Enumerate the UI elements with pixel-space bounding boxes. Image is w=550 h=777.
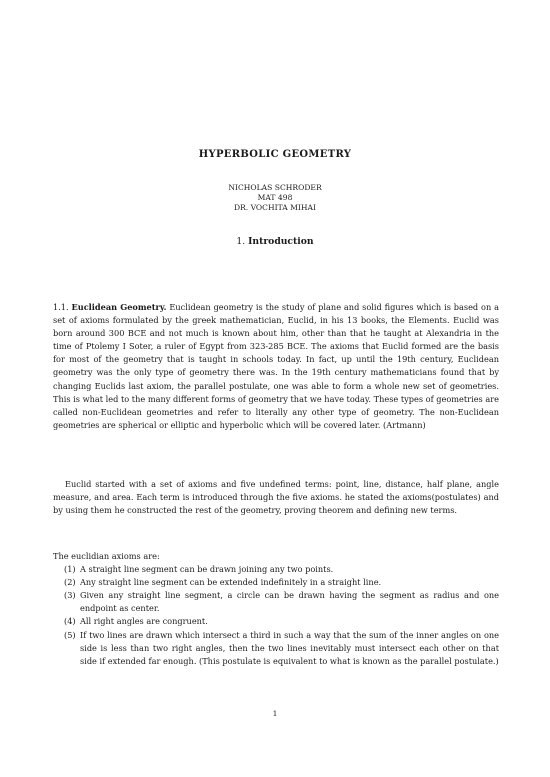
course-code: MAT 498 — [257, 193, 293, 202]
subsection-body: Euclidean geometry is the study of plane and solid figures which is based on a set of axioms formulated by the greek mathematician, Euclid, in his 13 books, the Elements. Euclid was born around 300 BCE and not much is known about him, other than that he taught at Alexandria in the time of Ptolemy I Soter, a ruler of Egypt from 323-285 BCE. The axioms that Euclid formed are the basis for most of the geometry that is taught in schools today. In fact, up until the 19th century, Euclidean geometry was the only type of geometry there was. In the 19th century mathematicians found that by changing Euclids last axiom, the parallel postulate, one was able to form a whole new set of geometries. This is what led to the many different forms of geometry that we have today. These types of geometries are called non-Euclidean geometries and refer to literally any other type of geometry. The non-Euclidean geometries are spherical or elliptic and hyperbolic which will be covered later. (Artmann) — [53, 302, 499, 430]
axiom-label: (1) — [64, 564, 76, 575]
axiom-item — [53, 563, 499, 576]
section-title: Introduction — [248, 236, 314, 247]
subsection-title: Euclidean Geometry. — [71, 302, 167, 312]
subsection-number: 1.1. — [53, 302, 69, 312]
axiom-label: (5) — [64, 629, 76, 640]
section-number: 1. — [236, 236, 246, 247]
axiom-text: Any straight line segment can be extended indefinitely in a straight line. — [80, 577, 382, 588]
axiom-label: (4) — [64, 616, 76, 627]
axiom-label: (3) — [64, 590, 76, 601]
author-block — [0, 183, 550, 213]
author-name: NICHOLAS SCHRODER — [228, 183, 322, 192]
body-paragraph: Euclid started with a set of axioms and five undefined terms: point, line, distance, half plane, angle measure, and area. Each term is introduced through the five axioms. he stated the axioms(postulates) and by using them he constructed the rest of the geometry, proving theorem and defining new terms. — [53, 479, 499, 516]
axiom-text: Given any straight line segment, a circle can be drawn having the segment as radius and one endpoint as center. — [80, 590, 499, 614]
axiom-item — [53, 576, 499, 589]
axiom-text: If two lines are drawn which intersect a third in such a way that the sum of the inner angles on one side is less than two right angles, then the two lines inevitably must intersect each other on that side if extended far enough. (This postulate is equivalent to what is known as the parallel postulate.) — [80, 629, 499, 666]
page-number: 1 — [272, 709, 278, 718]
axiom-label: (2) — [64, 577, 76, 588]
section-heading — [0, 236, 550, 247]
axiom-text: A straight line segment can be drawn joining any two points. — [80, 564, 334, 575]
axiom-item — [53, 629, 499, 668]
axiom-text: All right angles are congruent. — [80, 616, 208, 627]
paper-title: HYPERBOLIC GEOMETRY — [198, 149, 352, 160]
instructor-name: DR. VOCHITA MIHAI — [233, 203, 317, 212]
axiom-list-intro: The euclidian axioms are: — [53, 551, 160, 561]
axiom-item — [53, 615, 499, 628]
subsection-paragraph — [53, 301, 499, 432]
axiom-item — [53, 589, 499, 615]
axiom-list — [53, 550, 499, 668]
